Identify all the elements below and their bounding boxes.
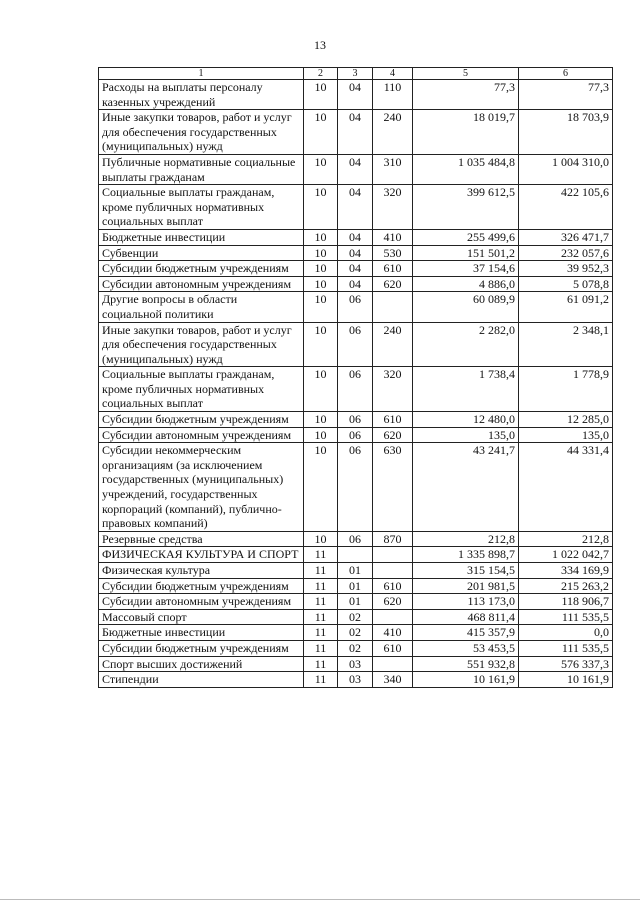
row-value-col5: 468 811,4 bbox=[413, 609, 519, 625]
table-row bbox=[99, 594, 613, 610]
row-expense-type bbox=[373, 292, 413, 322]
row-value-col6: 44 331,4 bbox=[519, 443, 613, 532]
row-subsection: 06 bbox=[338, 443, 373, 532]
row-value-col6: 61 091,2 bbox=[519, 292, 613, 322]
row-value-col6: 576 337,3 bbox=[519, 656, 613, 672]
row-name: Расходы на выплаты персоналу казенных учреждений bbox=[99, 80, 304, 110]
row-value-col6: 326 471,7 bbox=[519, 229, 613, 245]
row-subsection: 01 bbox=[338, 578, 373, 594]
row-expense-type: 110 bbox=[373, 80, 413, 110]
row-expense-type: 240 bbox=[373, 110, 413, 155]
row-subsection bbox=[338, 547, 373, 563]
row-value-col6: 1 022 042,7 bbox=[519, 547, 613, 563]
row-expense-type bbox=[373, 656, 413, 672]
table-row bbox=[99, 110, 613, 155]
row-expense-type: 340 bbox=[373, 672, 413, 688]
row-expense-type: 310 bbox=[373, 154, 413, 184]
row-name: Стипендии bbox=[99, 672, 304, 688]
table-row bbox=[99, 261, 613, 277]
row-section: 11 bbox=[304, 578, 338, 594]
header-col-6: 6 bbox=[519, 68, 613, 80]
row-value-col5: 60 089,9 bbox=[413, 292, 519, 322]
row-section: 10 bbox=[304, 261, 338, 277]
row-value-col5: 77,3 bbox=[413, 80, 519, 110]
table-row bbox=[99, 443, 613, 532]
row-value-col6: 118 906,7 bbox=[519, 594, 613, 610]
row-subsection: 04 bbox=[338, 229, 373, 245]
row-expense-type bbox=[373, 563, 413, 579]
header-col-5: 5 bbox=[413, 68, 519, 80]
row-subsection: 02 bbox=[338, 609, 373, 625]
row-expense-type: 870 bbox=[373, 531, 413, 547]
row-subsection: 06 bbox=[338, 322, 373, 367]
row-value-col5: 18 019,7 bbox=[413, 110, 519, 155]
row-expense-type bbox=[373, 609, 413, 625]
row-name: Социальные выплаты гражданам, кроме публичных нормативных социальных выплат bbox=[99, 367, 304, 412]
row-value-col6: 77,3 bbox=[519, 80, 613, 110]
row-expense-type: 530 bbox=[373, 245, 413, 261]
row-value-col6: 212,8 bbox=[519, 531, 613, 547]
row-value-col6: 5 078,8 bbox=[519, 276, 613, 292]
row-value-col5: 201 981,5 bbox=[413, 578, 519, 594]
row-section: 10 bbox=[304, 531, 338, 547]
row-name: Субсидии автономным учреждениям bbox=[99, 594, 304, 610]
row-subsection: 03 bbox=[338, 656, 373, 672]
row-value-col5: 315 154,5 bbox=[413, 563, 519, 579]
table-row bbox=[99, 276, 613, 292]
row-section: 10 bbox=[304, 276, 338, 292]
row-expense-type: 240 bbox=[373, 322, 413, 367]
row-name: Субсидии некоммерческим организациям (за исключением государственных (муниципальных) учреждений, государственных корпораций (компаний), публично-правовых компаний) bbox=[99, 443, 304, 532]
table-row bbox=[99, 367, 613, 412]
table-row bbox=[99, 412, 613, 428]
budget-table-body bbox=[99, 68, 613, 688]
row-section: 10 bbox=[304, 229, 338, 245]
row-section: 10 bbox=[304, 110, 338, 155]
row-name: Резервные средства bbox=[99, 531, 304, 547]
row-expense-type: 610 bbox=[373, 640, 413, 656]
row-value-col5: 113 173,0 bbox=[413, 594, 519, 610]
row-value-col5: 151 501,2 bbox=[413, 245, 519, 261]
row-section: 10 bbox=[304, 427, 338, 443]
row-value-col6: 1 778,9 bbox=[519, 367, 613, 412]
table-header-row bbox=[99, 68, 613, 80]
row-name: Публичные нормативные социальные выплаты гражданам bbox=[99, 154, 304, 184]
row-expense-type: 610 bbox=[373, 578, 413, 594]
row-value-col6: 10 161,9 bbox=[519, 672, 613, 688]
row-value-col5: 212,8 bbox=[413, 531, 519, 547]
row-value-col5: 43 241,7 bbox=[413, 443, 519, 532]
row-name: Субвенции bbox=[99, 245, 304, 261]
row-value-col5: 2 282,0 bbox=[413, 322, 519, 367]
table-row bbox=[99, 154, 613, 184]
row-expense-type: 320 bbox=[373, 367, 413, 412]
table-row bbox=[99, 245, 613, 261]
row-section: 11 bbox=[304, 640, 338, 656]
table-row bbox=[99, 640, 613, 656]
row-expense-type: 610 bbox=[373, 412, 413, 428]
row-subsection: 03 bbox=[338, 672, 373, 688]
header-col-3: 3 bbox=[338, 68, 373, 80]
row-subsection: 04 bbox=[338, 261, 373, 277]
row-name: Бюджетные инвестиции bbox=[99, 625, 304, 641]
row-subsection: 01 bbox=[338, 594, 373, 610]
row-value-col6: 135,0 bbox=[519, 427, 613, 443]
row-section: 10 bbox=[304, 322, 338, 367]
row-expense-type: 630 bbox=[373, 443, 413, 532]
table-row bbox=[99, 531, 613, 547]
table-row bbox=[99, 229, 613, 245]
row-name: Субсидии бюджетным учреждениям bbox=[99, 261, 304, 277]
row-section: 11 bbox=[304, 594, 338, 610]
row-section: 11 bbox=[304, 625, 338, 641]
row-subsection: 04 bbox=[338, 276, 373, 292]
row-subsection: 01 bbox=[338, 563, 373, 579]
row-value-col5: 12 480,0 bbox=[413, 412, 519, 428]
row-section: 10 bbox=[304, 154, 338, 184]
row-name: Физическая культура bbox=[99, 563, 304, 579]
table-row bbox=[99, 80, 613, 110]
row-section: 10 bbox=[304, 245, 338, 261]
row-section: 10 bbox=[304, 80, 338, 110]
row-value-col6: 111 535,5 bbox=[519, 640, 613, 656]
row-expense-type: 610 bbox=[373, 261, 413, 277]
row-value-col5: 399 612,5 bbox=[413, 185, 519, 230]
table-row bbox=[99, 547, 613, 563]
table-row bbox=[99, 322, 613, 367]
row-value-col5: 135,0 bbox=[413, 427, 519, 443]
row-section: 11 bbox=[304, 656, 338, 672]
row-name: Спорт высших достижений bbox=[99, 656, 304, 672]
row-value-col5: 53 453,5 bbox=[413, 640, 519, 656]
page-number: 13 bbox=[314, 38, 326, 52]
row-value-col5: 1 335 898,7 bbox=[413, 547, 519, 563]
row-value-col6: 215 263,2 bbox=[519, 578, 613, 594]
row-value-col5: 255 499,6 bbox=[413, 229, 519, 245]
row-value-col5: 10 161,9 bbox=[413, 672, 519, 688]
row-value-col6: 232 057,6 bbox=[519, 245, 613, 261]
row-subsection: 04 bbox=[338, 245, 373, 261]
row-expense-type bbox=[373, 547, 413, 563]
row-expense-type: 620 bbox=[373, 276, 413, 292]
row-subsection: 02 bbox=[338, 640, 373, 656]
row-subsection: 04 bbox=[338, 154, 373, 184]
row-name: Массовый спорт bbox=[99, 609, 304, 625]
row-value-col6: 334 169,9 bbox=[519, 563, 613, 579]
row-value-col6: 12 285,0 bbox=[519, 412, 613, 428]
row-name: Субсидии бюджетным учреждениям bbox=[99, 578, 304, 594]
row-value-col6: 39 952,3 bbox=[519, 261, 613, 277]
row-subsection: 02 bbox=[338, 625, 373, 641]
row-name: Другие вопросы в области социальной политики bbox=[99, 292, 304, 322]
row-value-col5: 1 035 484,8 bbox=[413, 154, 519, 184]
row-subsection: 04 bbox=[338, 110, 373, 155]
row-subsection: 06 bbox=[338, 412, 373, 428]
row-value-col5: 551 932,8 bbox=[413, 656, 519, 672]
row-expense-type: 320 bbox=[373, 185, 413, 230]
row-value-col5: 37 154,6 bbox=[413, 261, 519, 277]
table-row bbox=[99, 672, 613, 688]
table-row bbox=[99, 578, 613, 594]
row-value-col6: 1 004 310,0 bbox=[519, 154, 613, 184]
row-name: Субсидии автономным учреждениям bbox=[99, 276, 304, 292]
table-row bbox=[99, 656, 613, 672]
row-value-col6: 18 703,9 bbox=[519, 110, 613, 155]
row-name: Субсидии бюджетным учреждениям bbox=[99, 640, 304, 656]
row-value-col6: 0,0 bbox=[519, 625, 613, 641]
row-subsection: 06 bbox=[338, 367, 373, 412]
row-expense-type: 410 bbox=[373, 625, 413, 641]
row-value-col6: 2 348,1 bbox=[519, 322, 613, 367]
row-name: Социальные выплаты гражданам, кроме публичных нормативных социальных выплат bbox=[99, 185, 304, 230]
header-col-2: 2 bbox=[304, 68, 338, 80]
row-value-col5: 1 738,4 bbox=[413, 367, 519, 412]
row-subsection: 06 bbox=[338, 292, 373, 322]
row-subsection: 06 bbox=[338, 531, 373, 547]
header-col-4: 4 bbox=[373, 68, 413, 80]
table-row bbox=[99, 563, 613, 579]
row-value-col5: 415 357,9 bbox=[413, 625, 519, 641]
row-value-col6: 111 535,5 bbox=[519, 609, 613, 625]
row-section: 10 bbox=[304, 412, 338, 428]
row-subsection: 04 bbox=[338, 185, 373, 230]
row-section: 10 bbox=[304, 292, 338, 322]
table-row bbox=[99, 292, 613, 322]
budget-table bbox=[98, 67, 613, 688]
row-section: 11 bbox=[304, 609, 338, 625]
table-row bbox=[99, 185, 613, 230]
row-value-col6: 422 105,6 bbox=[519, 185, 613, 230]
row-expense-type: 620 bbox=[373, 427, 413, 443]
header-col-1: 1 bbox=[99, 68, 304, 80]
page-edge-rule bbox=[0, 899, 640, 900]
table-row bbox=[99, 427, 613, 443]
row-name: ФИЗИЧЕСКАЯ КУЛЬТУРА И СПОРТ bbox=[99, 547, 304, 563]
row-subsection: 04 bbox=[338, 80, 373, 110]
row-value-col5: 4 886,0 bbox=[413, 276, 519, 292]
row-name: Иные закупки товаров, работ и услуг для обеспечения государственных (муниципальных) нужд bbox=[99, 110, 304, 155]
row-section: 11 bbox=[304, 563, 338, 579]
row-section: 10 bbox=[304, 367, 338, 412]
row-section: 11 bbox=[304, 672, 338, 688]
row-name: Иные закупки товаров, работ и услуг для обеспечения государственных (муниципальных) нужд bbox=[99, 322, 304, 367]
row-expense-type: 620 bbox=[373, 594, 413, 610]
row-name: Субсидии автономным учреждениям bbox=[99, 427, 304, 443]
row-section: 10 bbox=[304, 443, 338, 532]
row-name: Бюджетные инвестиции bbox=[99, 229, 304, 245]
row-expense-type: 410 bbox=[373, 229, 413, 245]
row-subsection: 06 bbox=[338, 427, 373, 443]
row-section: 10 bbox=[304, 185, 338, 230]
row-section: 11 bbox=[304, 547, 338, 563]
table-row bbox=[99, 609, 613, 625]
table-row bbox=[99, 625, 613, 641]
row-name: Субсидии бюджетным учреждениям bbox=[99, 412, 304, 428]
